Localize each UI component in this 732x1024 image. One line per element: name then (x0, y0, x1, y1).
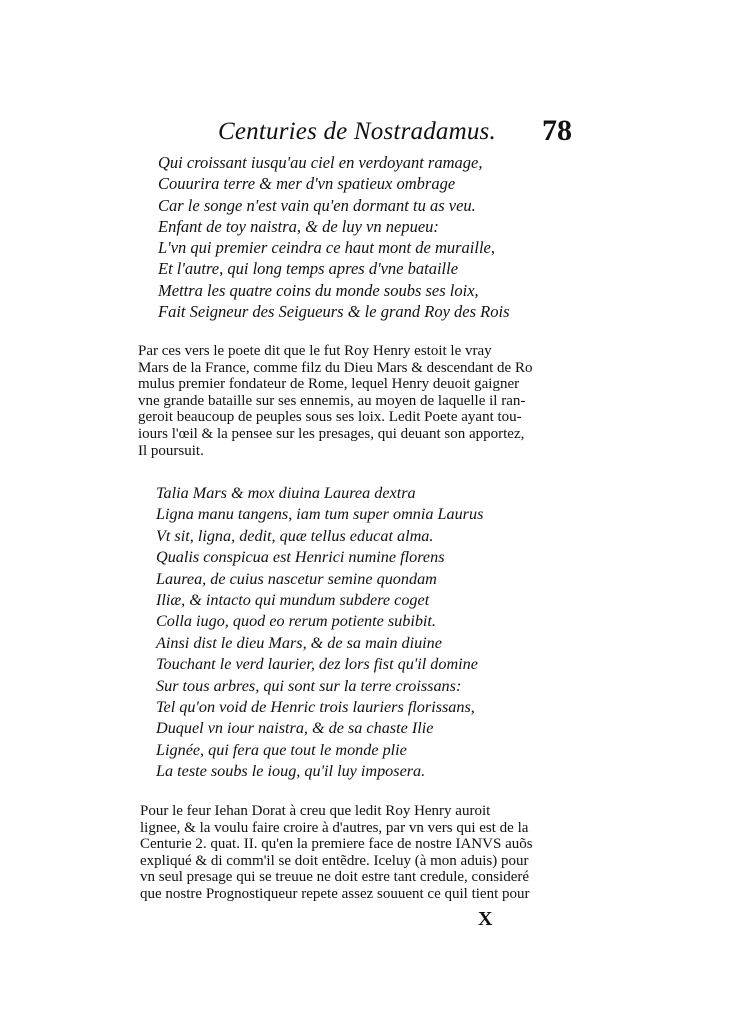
verse-line: Touchant le verd laurier, dez lors fist qu'il domine (156, 655, 478, 674)
verse-line: Enfant de toy naistra, & de luy vn nepueu: (158, 216, 439, 236)
verse-line: Qui croissant iusqu'au ciel en verdoyant ramage, (158, 153, 483, 172)
commentary-paragraph-2 (140, 803, 533, 903)
verse-line: Ainsi dist le dieu Mars, & de sa main diuine (156, 633, 442, 652)
running-title: Centuries de Nostradamus. (218, 118, 496, 145)
prose-line: Il poursuit. (138, 442, 204, 459)
commentary-paragraph (138, 343, 532, 459)
prose-line: lignee, & la voulu faire croire à d'autres, par vn vers qui est de la (140, 819, 529, 836)
prose-line: Pour le feur Iehan Dorat à creu que ledit Roy Henry auroit (140, 803, 491, 819)
verse-line: Vt sit, ligna, dedit, quæ tellus educat alma. (156, 526, 434, 545)
verse-line: Fait Seigneur des Seigueurs & le grand Roy des Rois (158, 302, 510, 322)
verse-line: La teste soubs le ioug, qu'il luy imposera. (156, 762, 426, 781)
prose-line: vn seul presage qui se treuue ne doit estre tant credule, consideré (140, 869, 530, 886)
latin-french-verse-block (156, 483, 483, 783)
catchword: X (478, 908, 493, 930)
verse-line: Sur tous arbres, qui sont sur la terre croissans: (156, 676, 462, 695)
verse-line: Car le songe n'est vain qu'en dormant tu as veu. (158, 195, 476, 215)
page-header (210, 114, 590, 154)
verse-line: Et l'autre, qui long temps apres d'vne bataille (158, 259, 459, 279)
prose-line: Centurie 2. quat. II. qu'en la premiere face de nostre IANVS auõs (140, 836, 533, 853)
verse-line: Couurira terre & mer d'vn spatieux ombrage (158, 174, 456, 194)
verse-line: Colla iugo, quod eo rerum potiente subibit. (156, 612, 436, 631)
verse-line: Talia Mars & mox diuina Laurea dextra (156, 484, 416, 502)
verse-line: Mettra les quatre coins du monde soubs ses loix, (158, 280, 479, 300)
verse-line: Laurea, de cuius nascetur semine quondam (156, 569, 437, 588)
prose-line: Mars de la France, comme filz du Dieu Mars & descendant de Ro (138, 359, 533, 376)
verse-line: Lignée, qui fera que tout le monde plie (156, 740, 407, 759)
prose-line: geroit beaucoup de peuples sous ses loix. Ledit Poete ayant tou- (138, 409, 522, 426)
verse-line: Tel qu'on void de Henric trois lauriers florissans, (156, 698, 475, 717)
page-number: 78 (542, 114, 572, 147)
prose-line: mulus premier fondateur de Rome, lequel Henry deuoit gaigner (138, 376, 520, 393)
french-verse-block (158, 152, 510, 322)
prose-line: vne grande bataille sur ses ennemis, au moyen de laquelle il ran- (138, 392, 526, 409)
verse-line: Iliæ, & intacto qui mundum subdere coget (156, 591, 430, 610)
prose-line: Par ces vers le poete dit que le fut Roy Henry estoit le vray (138, 343, 492, 359)
verse-line: Duquel vn iour naistra, & de sa chaste Ilie (156, 719, 434, 738)
prose-line: iours l'œil & la pensee sur les presages, qui deuant son apportez, (138, 425, 525, 442)
prose-line: expliqué & di comm'il se doit entẽdre. Iceluy (à mon aduis) pour (140, 852, 529, 869)
verse-line: L'vn qui premier ceindra ce haut mont de muraille, (158, 238, 495, 258)
verse-line: Ligna manu tangens, iam tum super omnia Laurus (156, 505, 484, 524)
prose-line: que nostre Prognostiqueur repete assez souuent ce quil tient pour (140, 885, 530, 902)
verse-line: Qualis conspicua est Henrici numine florens (156, 548, 445, 567)
